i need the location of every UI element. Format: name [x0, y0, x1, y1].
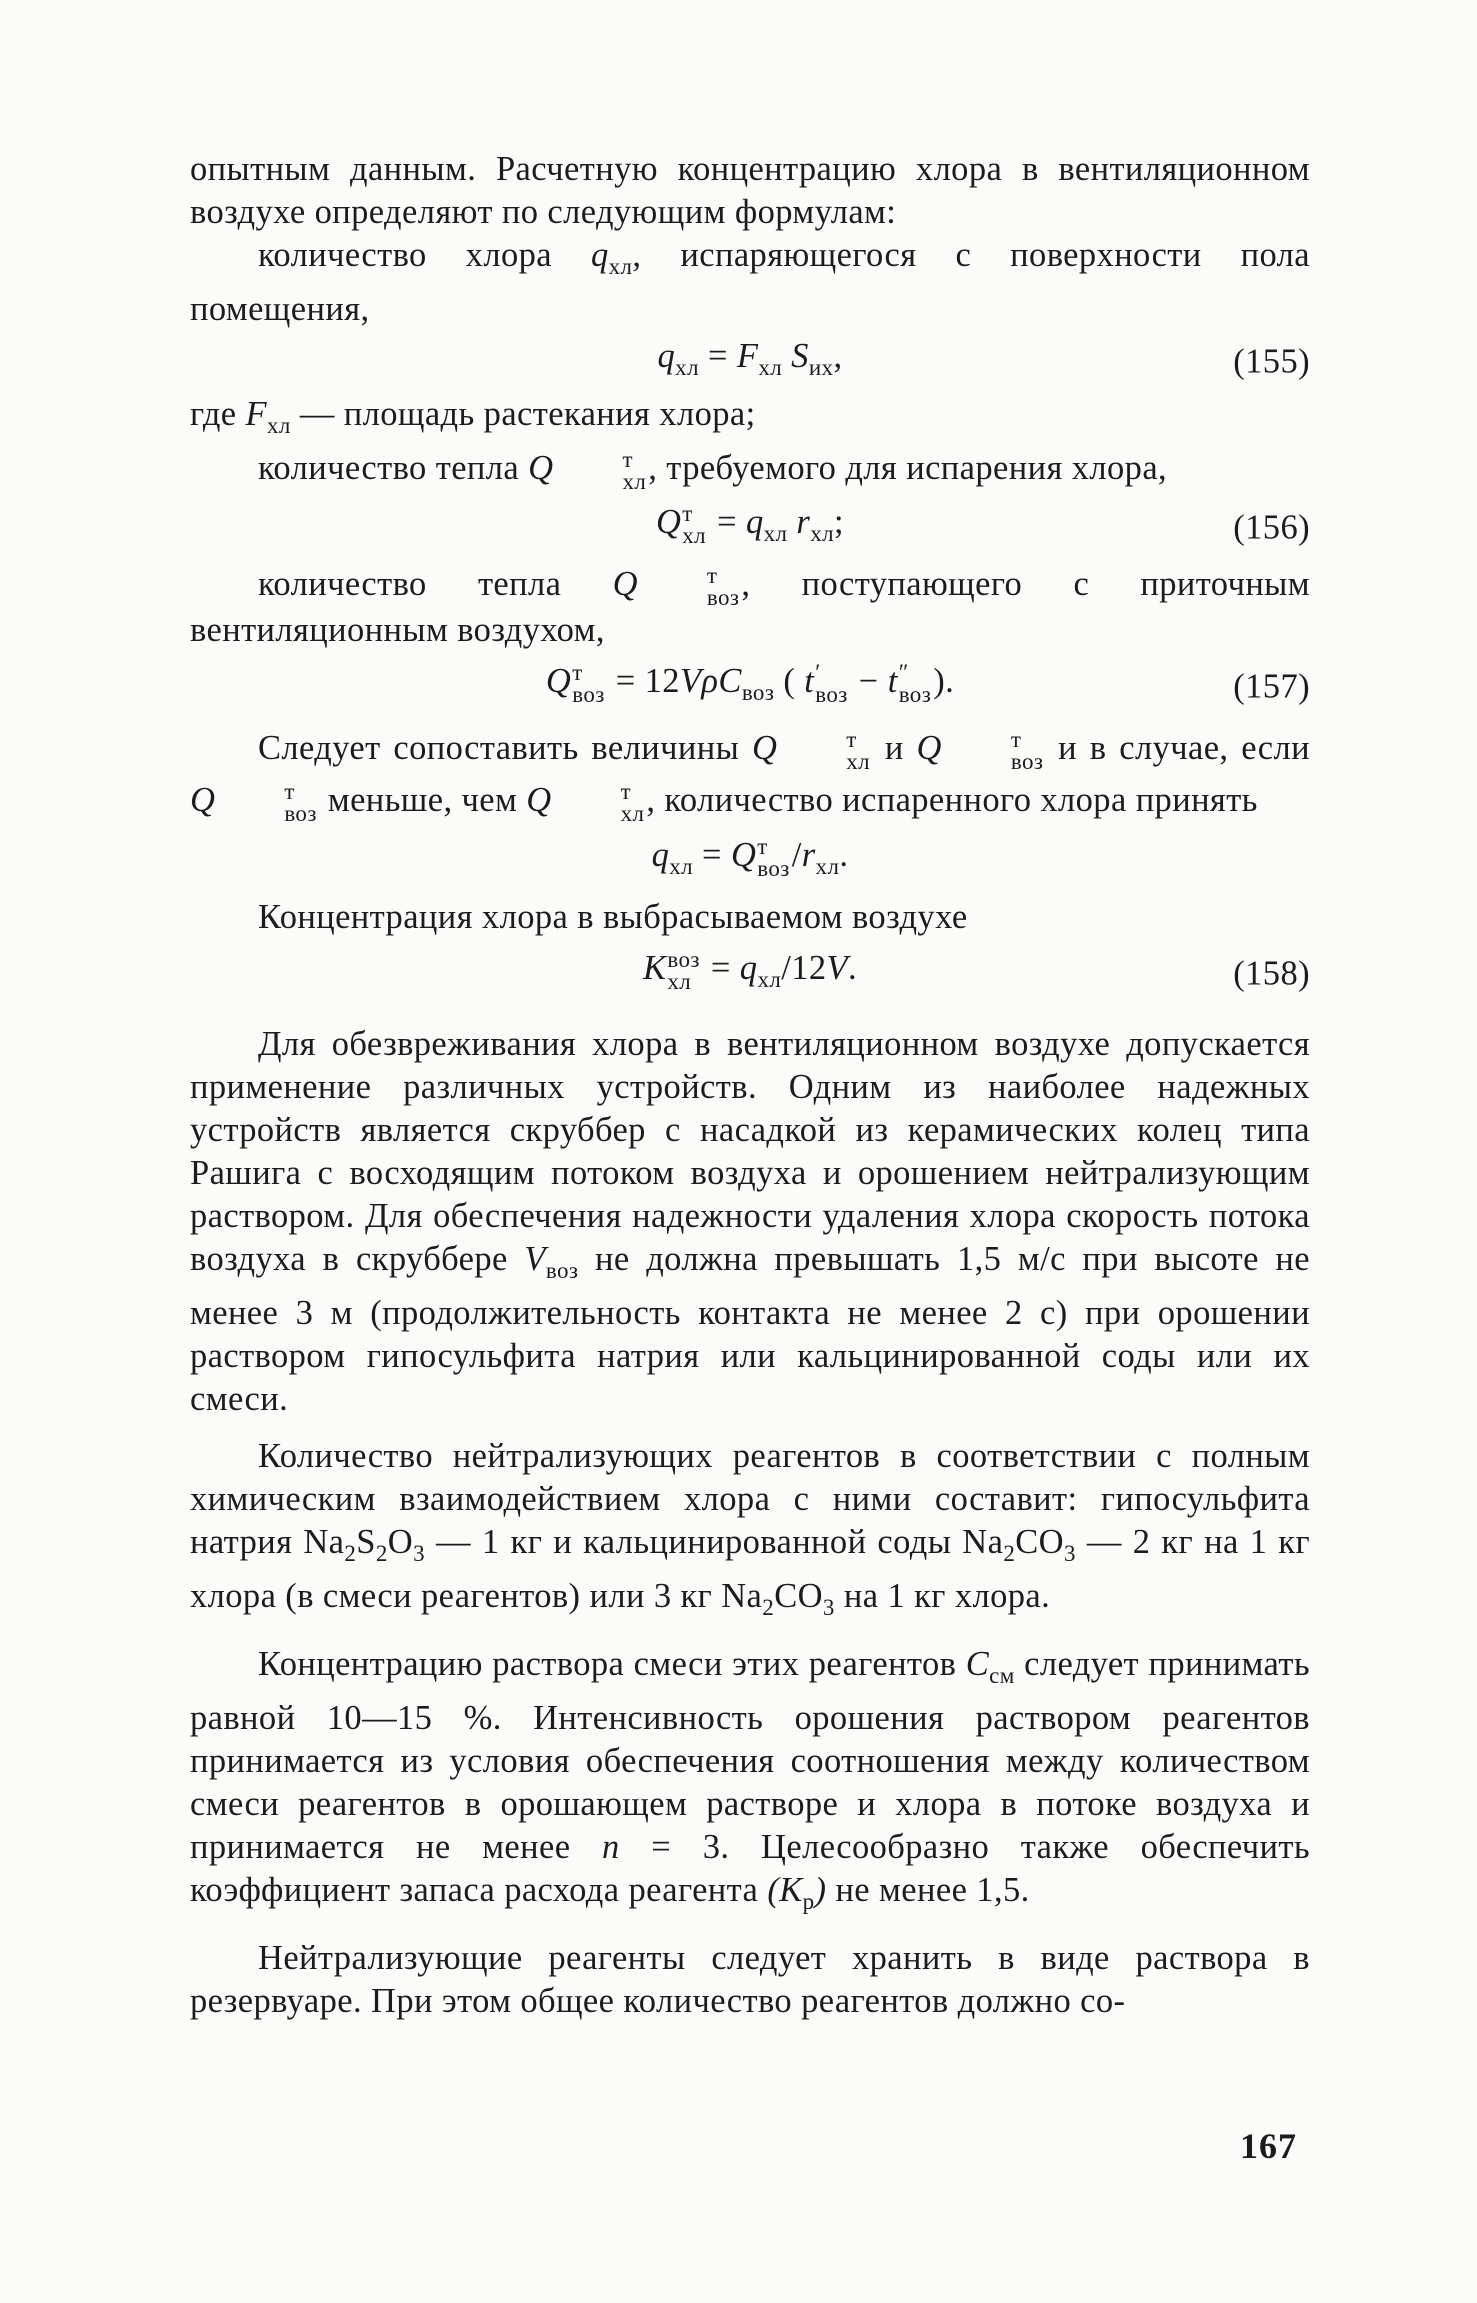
variable: Q [655, 503, 682, 542]
subscript: хл [763, 521, 788, 547]
text: меньше, чем [318, 781, 527, 820]
subscript: хл [675, 355, 699, 380]
variable: K [642, 949, 667, 988]
equation-unnumbered [190, 826, 1310, 896]
variable: Q [526, 781, 552, 820]
punctuation: , [833, 337, 843, 375]
equation-158 [190, 939, 1310, 1009]
paragraph [190, 1643, 1310, 1923]
parenthesis: ) [814, 1871, 827, 1910]
text: количество тепла [258, 449, 529, 487]
subscript: хл [667, 969, 692, 995]
subscript: воз [1010, 749, 1044, 775]
sup-sub-stack [216, 781, 317, 825]
text: S [356, 1523, 376, 1562]
text: количество тепла [258, 565, 613, 604]
variable: r [787, 503, 811, 542]
subscript: хл [608, 254, 633, 279]
text: Следует сопоставить величины [258, 729, 752, 768]
text: не должна превышать 1,5 м/с при высоте не менее 3 м (продолжительность контакта не менее 2 с) при орошении раствором гипосульфита натрия или кальцинированной соды или их смеси. [190, 1240, 1310, 1419]
subscript: воз [284, 801, 317, 827]
text: следует принимать равной 10—15 %. Интенсивность орошения раствором реагентов принимается из условия обеспечения соотношения между количеством смеси реагентов в орошающем растворе и хлора в потоке воздуха и принимается не менее [190, 1645, 1310, 1867]
page-number: 167 [1240, 2126, 1297, 2166]
superscript: ′ [815, 660, 821, 686]
subscript: хл [758, 355, 783, 380]
text: — 1 кг и кальцинированной соды Na [425, 1523, 1004, 1562]
superscript: т [620, 779, 632, 805]
operator: = [701, 949, 740, 988]
subscript: хл [810, 521, 835, 547]
page-body [190, 148, 1310, 2023]
sup-sub-stack [572, 662, 605, 706]
subscript: воз [757, 856, 790, 882]
punctuation: . [839, 836, 849, 875]
superscript: т [682, 501, 693, 527]
superscript: ″ [898, 660, 909, 686]
sup-sub-stack [899, 662, 932, 706]
subscript: 3 [822, 1595, 835, 1621]
paragraph [190, 393, 1310, 447]
subscript: р [802, 1889, 815, 1915]
text: количество хлора [258, 236, 591, 274]
variable: C [965, 1645, 990, 1684]
operator: / [791, 836, 802, 875]
text: Концентрация хлора в выбрасываемом воздухе [258, 898, 968, 937]
punctuation: ; [834, 503, 845, 542]
coefficient: 12 [644, 662, 680, 701]
text: , количество испаренного хлора принять [646, 781, 1258, 820]
punctuation: . [848, 949, 858, 988]
sup-sub-stack [815, 662, 848, 706]
operator: − [849, 662, 888, 701]
subscript: 2 [344, 1541, 357, 1567]
paragraph [190, 234, 1310, 331]
text: — 2 кг на 1 кг хлора (в смеси реагентов) или 3 кг Na [190, 1523, 1311, 1616]
sup-sub-stack [554, 449, 646, 493]
equation-number: (157) [1233, 667, 1310, 706]
variable: q [739, 949, 758, 988]
subscript: 2 [375, 1541, 388, 1567]
subscript: 3 [1063, 1541, 1076, 1567]
parenthesis: ( [774, 662, 805, 701]
divisor: /12 [781, 949, 827, 988]
variable: S [782, 337, 809, 375]
text: Количество нейтрализующих реагентов в соответствии с полным химическим взаимодействием хлора с ними составит: гипосульфита натрия Na [190, 1437, 1310, 1562]
paragraph [190, 896, 1310, 939]
subscript: хл [267, 413, 291, 438]
variable: (K [767, 1871, 803, 1910]
variable: V [524, 1240, 546, 1279]
paragraph [190, 1435, 1310, 1629]
subscript: 2 [1003, 1541, 1016, 1567]
operator: = [606, 662, 645, 701]
text: на 1 кг хлора. [834, 1577, 1051, 1616]
subscript: их [808, 355, 834, 380]
subscript: воз [545, 1258, 579, 1284]
operator: = [693, 836, 731, 875]
sup-sub-stack [778, 729, 870, 773]
superscript: т [846, 727, 857, 753]
variable: Q [528, 449, 554, 487]
text: , испаряющегося с поверхности пола помещения, [190, 236, 1310, 328]
superscript: т [1010, 727, 1022, 753]
variable: Q [190, 781, 216, 820]
variable: Q [916, 729, 942, 768]
sup-sub-stack [682, 503, 706, 547]
paragraph [190, 447, 1310, 493]
subscript: воз [741, 680, 775, 706]
variable: F [245, 395, 268, 433]
variable: V [826, 949, 849, 988]
text: CO [774, 1577, 823, 1616]
text: — площадь растекания хлора; [290, 395, 756, 433]
text: Нейтрализующие реагенты следует хранить в виде раствора в резервуаре. При этом общее количество реагентов должно со- [190, 1939, 1310, 2021]
superscript: т [622, 447, 633, 473]
variable: n [602, 1828, 620, 1867]
variable: r [801, 836, 816, 875]
equation-number: (156) [1233, 508, 1310, 547]
subscript: хл [682, 523, 707, 549]
sup-sub-stack [943, 729, 1044, 773]
variable: q [745, 503, 764, 542]
variable: Q [545, 662, 572, 701]
sup-sub-stack [553, 781, 645, 825]
paragraph [190, 1023, 1310, 1421]
superscript: т [284, 779, 295, 805]
superscript: т [706, 563, 718, 589]
variable: VρC [679, 662, 742, 701]
text: , поступающего с приточным вентиляционным воздухом, [190, 565, 1310, 650]
subscript: воз [706, 585, 740, 611]
text: и в случае, если [1045, 729, 1310, 768]
subscript: хл [622, 469, 647, 495]
text: опытным данным. Расчетную концентрацию хлора в вентиляционном воздухе определяют по следующим формулам: [190, 150, 1310, 231]
variable: Q [612, 565, 638, 604]
variable: Q [730, 836, 757, 875]
variable: Q [751, 729, 778, 768]
subscript: хл [669, 854, 694, 880]
text: CO [1015, 1523, 1064, 1562]
subscript: воз [572, 682, 605, 708]
superscript: воз [667, 947, 700, 973]
text: и [872, 729, 917, 768]
operator: = [708, 503, 746, 542]
subscript: хл [757, 967, 782, 993]
variable: q [651, 836, 670, 875]
equation-157 [190, 652, 1310, 722]
subscript: см [989, 1663, 1015, 1689]
subscript: 3 [413, 1541, 426, 1567]
subscript: воз [898, 682, 932, 708]
text: = 3. Целесообразно также обеспечить коэффициент запаса расхода реагента [190, 1828, 1310, 1910]
subscript: хл [815, 854, 840, 880]
subscript: хл [620, 801, 645, 827]
text: O [387, 1523, 414, 1562]
sup-sub-stack [667, 949, 700, 993]
paragraph [190, 722, 1310, 826]
subscript: 2 [762, 1595, 775, 1621]
equation-155 [190, 331, 1310, 393]
paragraph [190, 148, 1310, 234]
sup-sub-stack [639, 565, 740, 609]
paragraph [190, 1937, 1310, 2023]
superscript: т [757, 834, 768, 860]
text: , требуемого для испарения хлора, [648, 449, 1168, 487]
text: Концентрацию раствора смеси этих реагентов [258, 1645, 966, 1684]
subscript: воз [815, 682, 848, 708]
text: Для обезвреживания хлора в вентиляционном воздухе допускается применение различных устройств. Одним из наиболее надежных устройств является скруббер с насадкой из керамических колец типа Рашига с восходящим потоком воздуха и орошением нейтрализующим раствором. Для обеспечения надежности удаления хлора скорость потока воздуха в скруббере [190, 1025, 1310, 1279]
operator: = [698, 337, 737, 375]
subscript: хл [846, 749, 871, 775]
variable: t [804, 662, 815, 701]
equation-number: (155) [1233, 342, 1310, 381]
superscript: т [572, 660, 583, 686]
variable: q [590, 236, 609, 274]
variable: F [736, 337, 759, 375]
equation-number: (158) [1233, 954, 1310, 993]
text: не менее 1,5. [826, 1871, 1030, 1910]
paragraph [190, 563, 1310, 652]
variable: q [657, 337, 676, 375]
text: где [190, 395, 246, 433]
equation-156 [190, 493, 1310, 563]
variable: t [887, 662, 898, 701]
sup-sub-stack [757, 836, 790, 880]
parenthesis: ). [933, 662, 955, 701]
